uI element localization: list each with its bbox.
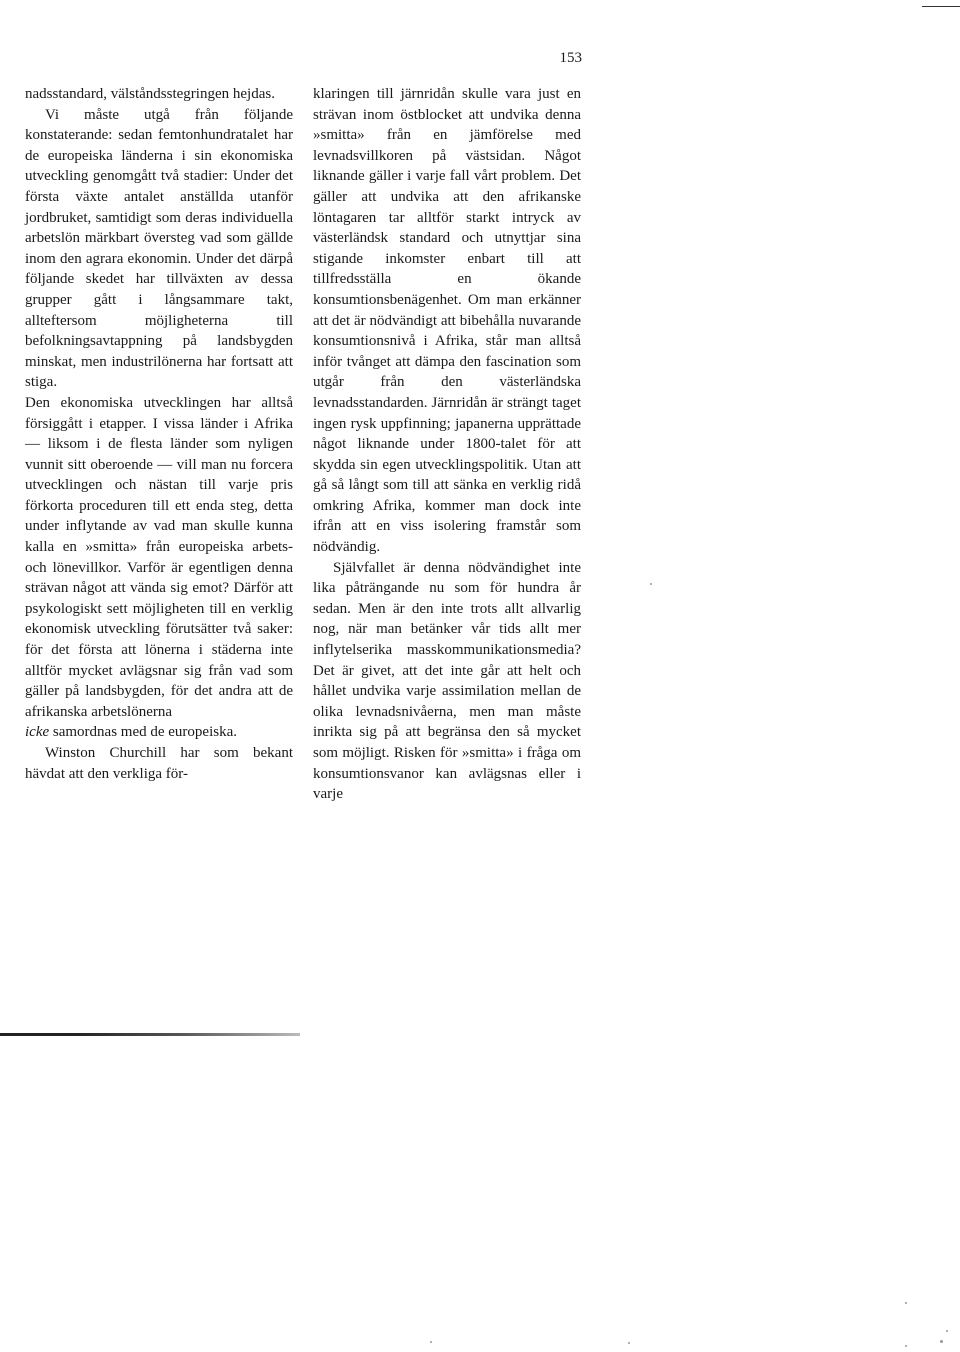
right-column: [313, 84, 581, 805]
page-number: 153: [559, 50, 582, 66]
left-column: [25, 84, 293, 784]
scan-speck: [650, 583, 652, 585]
paragraph-with-emphasis: [25, 722, 293, 743]
paragraph: klaringen till järnridån skulle vara just en strävan inom östblocket att undvika denna »smitta» från en jämförelse med levnadsvillkoren på västsidan. Något liknande gäller i varje fall vårt problem. Det gäller att undvika att den afrikanske löntagaren tar alltför starkt intryck av västerländsk standard och utnyttjar sina stigande inkomster enbart till att tillfredsställa en ökande konsumtionsbenägenhet. Om man erkänner att det är nödvändigt att bibehålla nuvarande konsumtionsnivå i Afrika, står man alltså inför tvånget att dämpa den fascination som utgår från den västerländska levnadsstandarden. Järnridån är strängt taget ingen rysk uppfinning; japanerna upprättade något liknande under 1800-talet för att skydda sin egen utvecklingspolitik. Utan att gå så långt som till att sänka en verklig ridå omkring Afrika, kommer man dock inte ifrån att en viss isolering framstår som nödvändig.: [313, 86, 581, 556]
paragraph: Winston Churchill har som bekant hävdat att den verkliga för-: [25, 745, 293, 782]
scan-speck: [905, 1345, 907, 1347]
scan-speck: [940, 1340, 943, 1343]
paragraph: Den ekonomiska utvecklingen har alltså försiggått i etapper. I vissa länder i Afrika — liksom i de flesta länder som nyligen vunnit sitt oberoende — vill man nu forcera utvecklingen och nästan till varje pris förkorta proceduren till ett enda steg, detta under inflytande av vad man skulle kunna kalla en »smitta» från europeiska arbets- och lönevillkor. Varför är egentligen denna strävan något att vända sig emot? Därför att psykologiskt sett möjligheten till en verklig ekonomisk utveckling förutsätter två saker: för det första att lönerna i städerna inte alltför mycket avlägsnar sig från vad som gäller på landsbygden, för det andra att de afrikanska arbetslönerna: [25, 394, 293, 720]
paragraph: nadsstandard, välståndsstegringen hejdas.: [25, 86, 275, 102]
emphasis-word: icke: [25, 724, 50, 741]
scan-speck: [905, 1302, 907, 1304]
bottom-scan-rule: [0, 1033, 300, 1036]
scan-speck: [628, 1342, 630, 1344]
paragraph: Vi måste utgå från följande konstaterande: sedan femtonhundratalet har de europeiska länderna i sin ekonomiska utveckling genomgått två stadier: Under det första växte antalet anställda utanför jordbruket, samtidigt som deras individuella arbetslön märkbart översteg vad som gällde inom den agrara ekonomin. Under det därpå följande skedet har tillväxten av dessa grupper gått i långsammare takt, allteftersom möjligheterna till befolkningsavtappning på landsbygden minskat, men industrilönerna har fortsatt att stiga.: [25, 106, 293, 391]
top-edge-rule: [922, 6, 960, 7]
paragraph: Självfallet är denna nödvändighet inte lika påträngande nu som för hundra år sedan. Men är den inte trots allt allvarlig nog, när man betänker vår tids allt mer inflytelserika masskommunikationsmedia? Det är givet, att det inte går att helt och hållet undvika varje assimilation mellan de olika levnadsnivåerna, men man måste inrikta sig på att begränsa den så mycket som möjligt. Risken för »smitta» i fråga om konsumtionsvanor kan avlägsnas eller i varje: [313, 559, 581, 803]
paragraph-tail: samordnas med de europeiska.: [52, 724, 237, 741]
scan-speck: [430, 1341, 432, 1343]
scan-speck: [946, 1330, 948, 1332]
